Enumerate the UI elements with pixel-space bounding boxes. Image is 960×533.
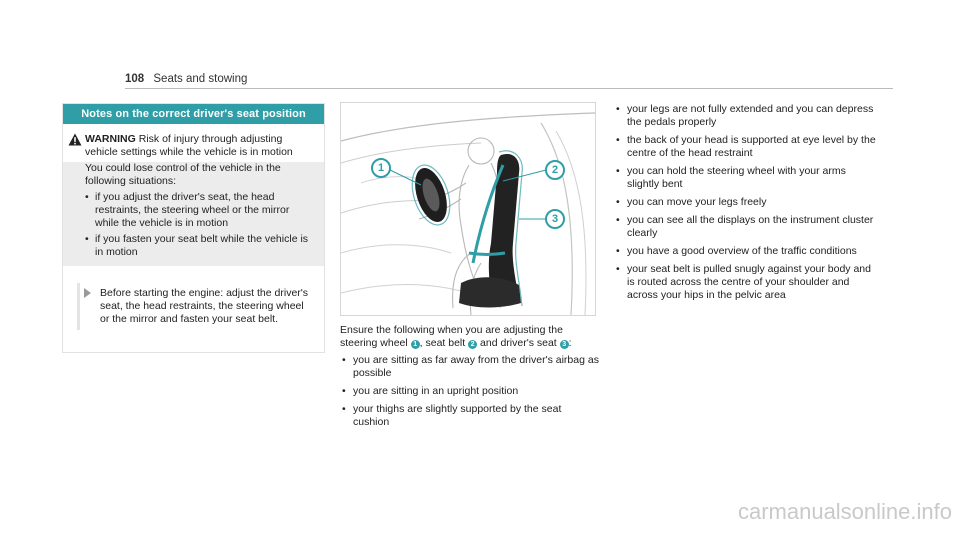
ensure-list: [340, 354, 600, 429]
middle-column: [340, 324, 600, 434]
warning-body: [63, 162, 324, 266]
play-arrow-icon: [84, 288, 91, 298]
callout-1-number: 1: [377, 162, 385, 174]
intro-text-4: :: [568, 337, 572, 349]
list-item: • you are sitting in an upright position: [340, 385, 600, 398]
callout-3: [545, 209, 565, 229]
watermark: carmanualsonline.info: [737, 499, 952, 524]
list-item: • your seat belt is pulled snugly against your body and is routed across the centre of your shoulder and across your hips in the pelvic area: [614, 263, 876, 302]
warning-situations: [85, 191, 314, 259]
list-item: • you can hold the steering wheel with your arms slightly bent: [614, 165, 876, 191]
list-item: • if you adjust the driver's seat, the head restraints, the steering wheel or the mirror while the vehicle is in motion: [85, 191, 314, 230]
callout-1: [371, 158, 391, 178]
action-text: Before starting the engine: adjust the driver's seat, the head restraints, the steering wheel or the mirror and fasten your seat belt.: [100, 287, 309, 325]
list-item: • the back of your head is supported at eye level by the centre of the head restraint: [614, 134, 876, 160]
warning-icon: [68, 133, 82, 146]
list-item: • you have a good overview of the traffic conditions: [614, 245, 876, 258]
intro-text-1: Ensure the following when you are adjusting the steering wheel: [340, 324, 563, 349]
inline-callout-2: 2: [468, 340, 477, 349]
list-item: • you can move your legs freely: [614, 196, 876, 209]
intro-text-2: , seat belt: [419, 337, 466, 349]
list-item: • your legs are not fully extended and you can depress the pedals properly: [614, 103, 876, 129]
list-item: • you are sitting as far away from the driver's airbag as possible: [340, 354, 600, 380]
right-column: [614, 103, 876, 307]
inline-callout-3: 3: [560, 340, 569, 349]
warning-detail: Risk of injury through adjusting vehicle settings while the vehicle is in motion: [85, 133, 293, 158]
warning-label: WARNING: [85, 133, 136, 145]
section-title: Seats and stowing: [153, 73, 248, 85]
ensure-intro: [340, 324, 600, 350]
warning-block: [63, 124, 324, 275]
page-header: [125, 73, 247, 85]
page-number: 108: [125, 73, 145, 85]
notes-title: Notes on the correct driver's seat position: [63, 104, 324, 124]
notes-box: [62, 103, 325, 353]
list-item: • you can see all the displays on the instrument cluster clearly: [614, 214, 876, 240]
warning-heading: [85, 133, 314, 159]
callout-2: [545, 160, 565, 180]
action-block: [77, 283, 318, 330]
list-item: • your thighs are slightly supported by the seat cushion: [340, 403, 600, 429]
ensure-list-continued: [614, 103, 876, 302]
inline-callout-1: 1: [411, 340, 420, 349]
callout-3-number: 3: [551, 213, 559, 225]
list-item: • if you fasten your seat belt while the vehicle is in motion: [85, 233, 314, 259]
callout-2-number: 2: [551, 164, 559, 176]
intro-text-3: and driver's seat: [480, 337, 557, 349]
seat-position-illustration: [340, 102, 596, 316]
warning-intro: You could lose control of the vehicle in the following situations:: [85, 162, 281, 187]
header-rule: [125, 88, 893, 89]
